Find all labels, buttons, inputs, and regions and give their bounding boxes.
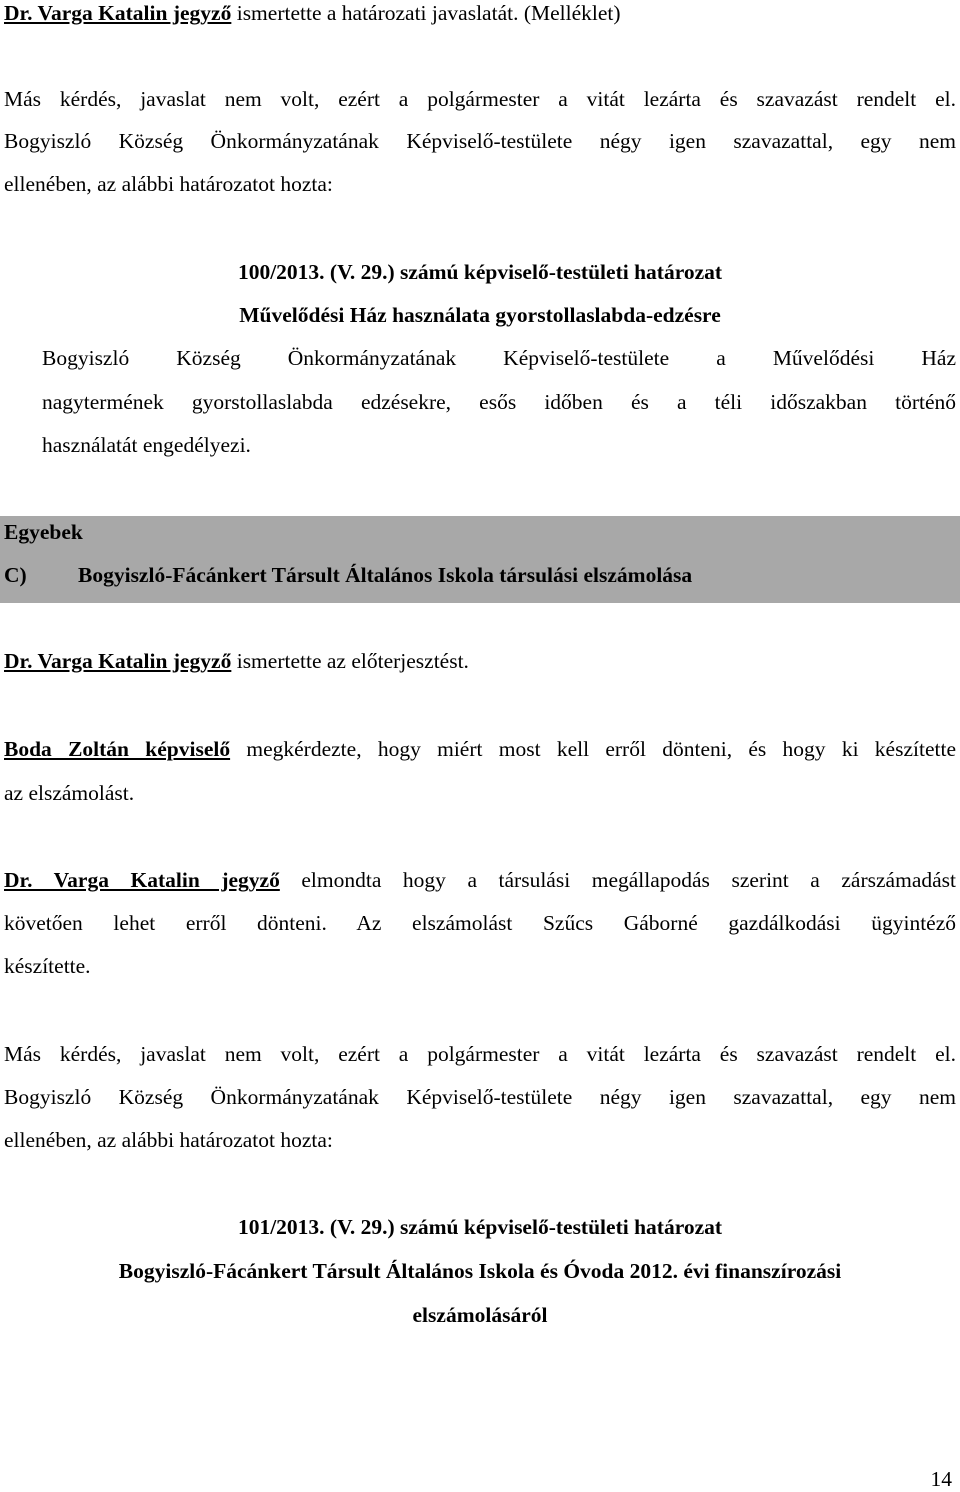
speaker-name: Dr. Varga Katalin jegyző (4, 1, 232, 25)
page-number: 14 (930, 1467, 952, 1491)
answer-line: követően lehet erről dönteni. Az elszámolást Szűcs Gáborné gazdálkodási ügyintéző (4, 911, 956, 935)
presentation-line: Dr. Varga Katalin jegyző ismertette az előterjesztést. (4, 649, 469, 673)
vote-paragraph-line: Más kérdés, javaslat nem volt, ezért a polgármester a vitát lezárta és szavazást rendelt el. (4, 87, 956, 111)
section-band (0, 516, 960, 603)
vote-paragraph-line: ellenében, az alábbi határozatot hozta: (4, 1128, 333, 1152)
resolution-body-line: használatát engedélyezi. (42, 433, 251, 457)
resolution-subtitle: elszámolásáról (412, 1303, 548, 1327)
resolution-body-line: Bogyiszló Község Önkormányzatának Képviselő-testülete a Művelődési Ház (42, 346, 956, 370)
answer-line: Dr. Varga Katalin jegyző elmondta hogy a társulási megállapodás szerint a zárszámadást (4, 868, 956, 892)
section-item-label: C) (4, 563, 27, 587)
question-line: Boda Zoltán képviselő megkérdezte, hogy miért most kell erről dönteni, és hogy ki készítette (4, 737, 956, 761)
vote-paragraph-line: Bogyiszló Község Önkormányzatának Képviselő-testülete négy igen szavazattal, egy nem (4, 1085, 956, 1109)
resolution-title: 101/2013. (V. 29.) számú képviselő-testületi határozat (237, 1215, 723, 1239)
vote-paragraph-line: ellenében, az alábbi határozatot hozta: (4, 172, 333, 196)
intro-text: ismertette a határozati javaslatát. (Melléklet) (231, 1, 621, 25)
resolution-title: 100/2013. (V. 29.) számú képviselő-testületi határozat (237, 260, 723, 284)
section-heading: Egyebek (4, 520, 83, 544)
intro-line (4, 0, 621, 26)
speaker-name: Boda Zoltán képviselő (4, 737, 231, 761)
vote-paragraph-line: Bogyiszló Község Önkormányzatának Képviselő-testülete négy igen szavazattal, egy nem (4, 129, 956, 153)
section-item-title: Bogyiszló-Fácánkert Társult Általános Iskola társulási elszámolása (78, 563, 693, 587)
resolution-subtitle: Bogyiszló-Fácánkert Társult Általános Iskola és Óvoda 2012. évi finanszírozási (118, 1259, 842, 1283)
speaker-name: Dr. Varga Katalin jegyző (4, 868, 280, 892)
vote-paragraph-line: Más kérdés, javaslat nem volt, ezért a polgármester a vitát lezárta és szavazást rendelt el. (4, 1042, 956, 1066)
resolution-body-line: nagytermének gyorstollaslabda edzésekre, esős időben és a téli időszakban történő (42, 390, 956, 414)
resolution-subtitle: Művelődési Ház használata gyorstollaslabda-edzésre (239, 303, 721, 327)
speaker-name: Dr. Varga Katalin jegyző (4, 649, 232, 673)
question-line: az elszámolást. (4, 781, 135, 805)
answer-line: készítette. (4, 954, 91, 978)
